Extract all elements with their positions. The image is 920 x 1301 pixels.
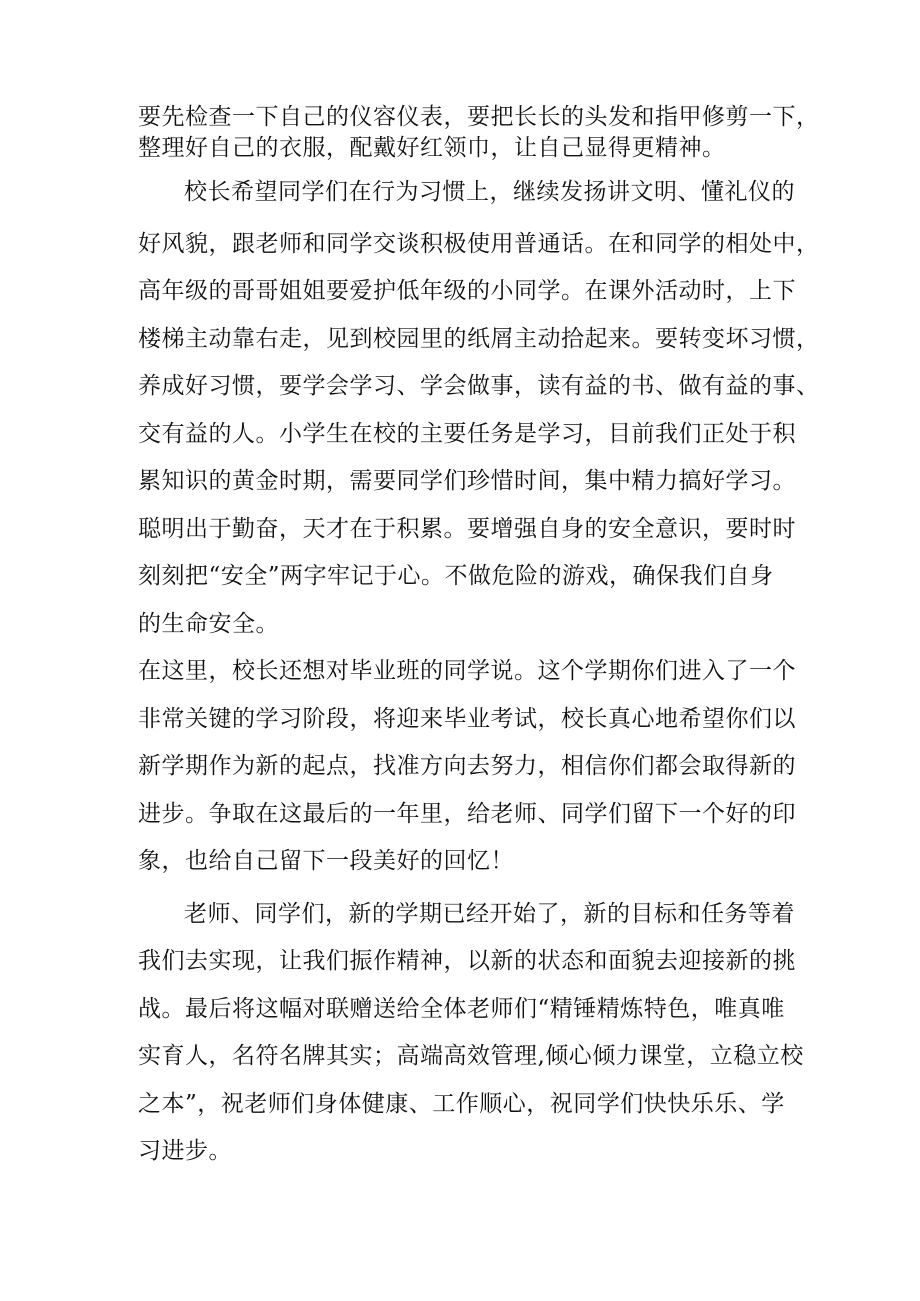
text-line: 养成好习惯，要学会学习、学会做事，读有益的书、做有益的事、: [138, 373, 820, 399]
text-line: 的生命安全。: [138, 611, 279, 637]
text-line: 之本”，祝老师们身体健康、工作顺心，祝同学们快快乐乐、学: [138, 1091, 785, 1117]
text-line: 新学期作为新的起点，找准方向去努力，相信你们都会取得新的: [138, 753, 796, 779]
text-line: 我们去实现，让我们振作精神，以新的状态和面貌去迎接新的挑: [138, 948, 796, 974]
text-line: 非常关键的学习阶段，将迎来毕业考试，校长真心地希望你们以: [138, 706, 796, 732]
paragraph-start-line: 校长希望同学们在行为习惯上，继续发扬讲文明、懂礼仪的: [184, 179, 795, 205]
text-line: 刻刻把“安全”两字牢记于心。不做危险的游戏，确保我们自身: [138, 563, 774, 589]
paragraph-start-line: 在这里，校长还想对毕业班的同学说。这个学期你们进入了一个: [138, 658, 796, 684]
text-line: 进步。争取在这最后的一年里，给老师、同学们留下一个好的印: [138, 801, 796, 827]
text-line: 整理好自己的衣服，配戴好红领巾，让自己显得更精神。: [138, 135, 726, 161]
text-line: 高年级的哥哥姐姐要爱护低年级的小同学。在课外活动时，上下: [138, 278, 796, 304]
text-line: 楼梯主动靠右走，见到校园里的纸屑主动拾起来。要转变坏习惯，: [138, 326, 820, 352]
text-line: 象，也给自己留下一段美好的回忆！: [138, 848, 514, 874]
text-line: 交有益的人。小学生在校的主要任务是学习，目前我们正处于积: [138, 421, 796, 447]
text-line: 聪明出于勤奋，天才在于积累。要增强自身的安全意识，要时时: [138, 516, 796, 542]
paragraph-start-line: 老师、同学们，新的学期已经开始了，新的目标和任务等着: [184, 901, 795, 927]
text-line: 习进步。: [138, 1138, 232, 1164]
text-line: 实育人，名符名牌其实；高端高效管理,倾心倾力课堂，立稳立校: [138, 1043, 804, 1069]
text-line: 战。最后将这幅对联赠送给全体老师们“精锤精炼特色，唯真唯: [138, 996, 785, 1022]
text-line: 要先检查一下自己的仪容仪表，要把长长的头发和指甲修剪一下，: [138, 104, 820, 130]
text-line: 好风貌，跟老师和同学交谈积极使用普通话。在和同学的相处中，: [138, 231, 820, 257]
text-line: 累知识的黄金时期，需要同学们珍惜时间，集中精力搞好学习。: [138, 468, 796, 494]
